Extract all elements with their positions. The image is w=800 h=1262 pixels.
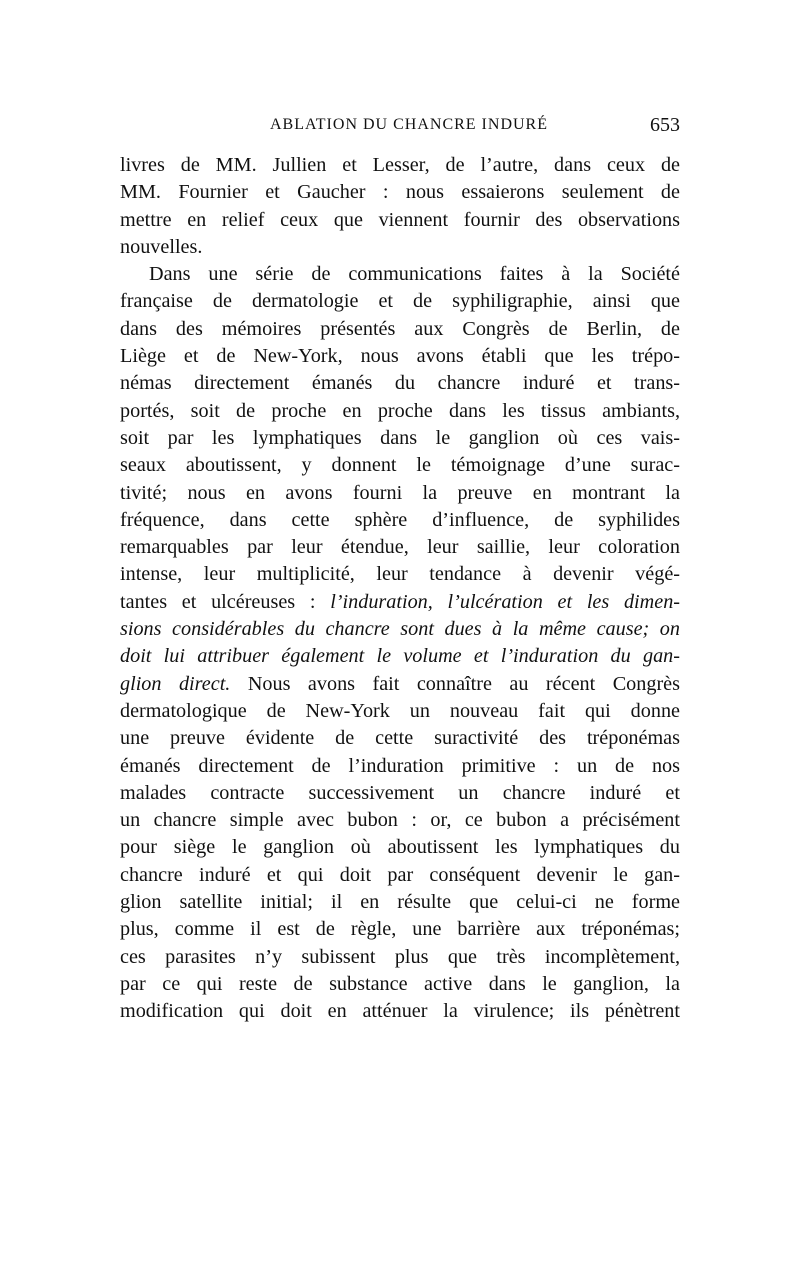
text-run: némas directement émanés du chancre induré et trans-	[120, 372, 680, 395]
text-line	[120, 753, 680, 780]
text-run: pour siège le ganglion où aboutissent les lymphatiques du	[120, 836, 680, 859]
text-run: remarquables par leur étendue, leur saillie, leur coloration	[120, 536, 680, 559]
text-line	[120, 179, 680, 206]
text-line	[120, 780, 680, 807]
running-title: ABLATION DU CHANCRE INDURÉ	[270, 116, 548, 133]
text-run: portés, soit de proche en proche dans les tissus ambiants,	[120, 399, 680, 422]
text-line	[120, 725, 680, 752]
italic-text: doit lui attribuer également le volume et l’induration du gan-	[120, 645, 680, 668]
text-line	[120, 152, 680, 179]
page-number: 653	[650, 114, 680, 136]
text-run: nouvelles.	[120, 235, 203, 258]
text-line	[120, 425, 680, 452]
text-run: seaux aboutissent, y donnent le témoignage d’une surac-	[120, 454, 680, 477]
text-line	[120, 616, 680, 643]
text-line	[120, 916, 680, 943]
text-run: glion satellite initial; il en résulte que celui-ci ne forme	[120, 891, 680, 914]
text-line	[120, 234, 680, 261]
text-run: tivité; nous en avons fourni la preuve en montrant la	[120, 481, 680, 504]
text-line	[120, 534, 680, 561]
running-head	[120, 116, 680, 146]
text-run: intense, leur multiplicité, leur tendance à devenir végé-	[120, 563, 680, 586]
text-run: émanés directement de l’induration primitive : un de nos	[120, 754, 680, 777]
text-run: une preuve évidente de cette suractivité des tréponémas	[120, 727, 680, 750]
text-line	[120, 862, 680, 889]
text-line	[120, 507, 680, 534]
italic-text: glion direct.	[120, 672, 231, 695]
text-run: plus, comme il est de règle, une barrière aux tréponémas;	[120, 918, 680, 941]
text-line	[120, 480, 680, 507]
italic-text: l’induration, l’ulcération et les dimen-	[330, 590, 680, 613]
text-run: française de dermatologie et de syphiligraphie, ainsi que	[120, 290, 680, 313]
text-line	[120, 398, 680, 425]
text-run: ces parasites n’y subissent plus que très incomplètement,	[120, 945, 680, 968]
text-line	[120, 589, 680, 616]
text-run: chancre induré et qui doit par conséquent devenir le gan-	[120, 863, 680, 886]
text-run: Liège et de New-York, nous avons établi que les trépo-	[120, 345, 680, 368]
text-line	[120, 343, 680, 370]
text-run: modification qui doit en atténuer la virulence; ils pénètrent	[120, 1000, 680, 1023]
italic-text: sions considérables du chancre sont dues à la même cause; on	[120, 618, 680, 641]
text-line	[120, 561, 680, 588]
text-run: fréquence, dans cette sphère d’influence, de syphilides	[120, 508, 680, 531]
text-line	[120, 944, 680, 971]
text-run: Dans une série de communications faites à la Société	[149, 263, 680, 286]
text-line	[120, 316, 680, 343]
text-run: par ce qui reste de substance active dans le ganglion, la	[120, 972, 680, 995]
text-line	[120, 889, 680, 916]
text-run: dans des mémoires présentés aux Congrès de Berlin, de	[120, 317, 680, 340]
text-line	[120, 698, 680, 725]
body-text	[120, 152, 680, 1026]
text-line	[120, 807, 680, 834]
text-run: tantes et ulcéreuses :	[120, 590, 331, 613]
text-line	[120, 261, 680, 288]
text-run: MM. Fournier et Gaucher : nous essaierons seulement de	[120, 181, 680, 204]
text-line	[120, 671, 680, 698]
text-run: un chancre simple avec bubon : or, ce bubon a précisément	[120, 809, 680, 832]
text-run: mettre en relief ceux que viennent fournir des observations	[120, 208, 680, 231]
text-line	[120, 452, 680, 479]
text-line	[120, 207, 680, 234]
text-line	[120, 370, 680, 397]
text-line	[120, 998, 680, 1025]
text-line	[120, 643, 680, 670]
text-run: livres de MM. Jullien et Lesser, de l’autre, dans ceux de	[120, 154, 680, 176]
text-run: dermatologique de New-York un nouveau fait qui donne	[120, 699, 680, 722]
text-line	[120, 834, 680, 861]
text-line	[120, 971, 680, 998]
text-run: Nous avons fait connaître au récent Congrès	[230, 672, 680, 695]
text-line	[120, 288, 680, 315]
text-run: malades contracte successivement un chancre induré et	[120, 781, 680, 804]
text-run: soit par les lymphatiques dans le ganglion où ces vais-	[120, 426, 680, 449]
